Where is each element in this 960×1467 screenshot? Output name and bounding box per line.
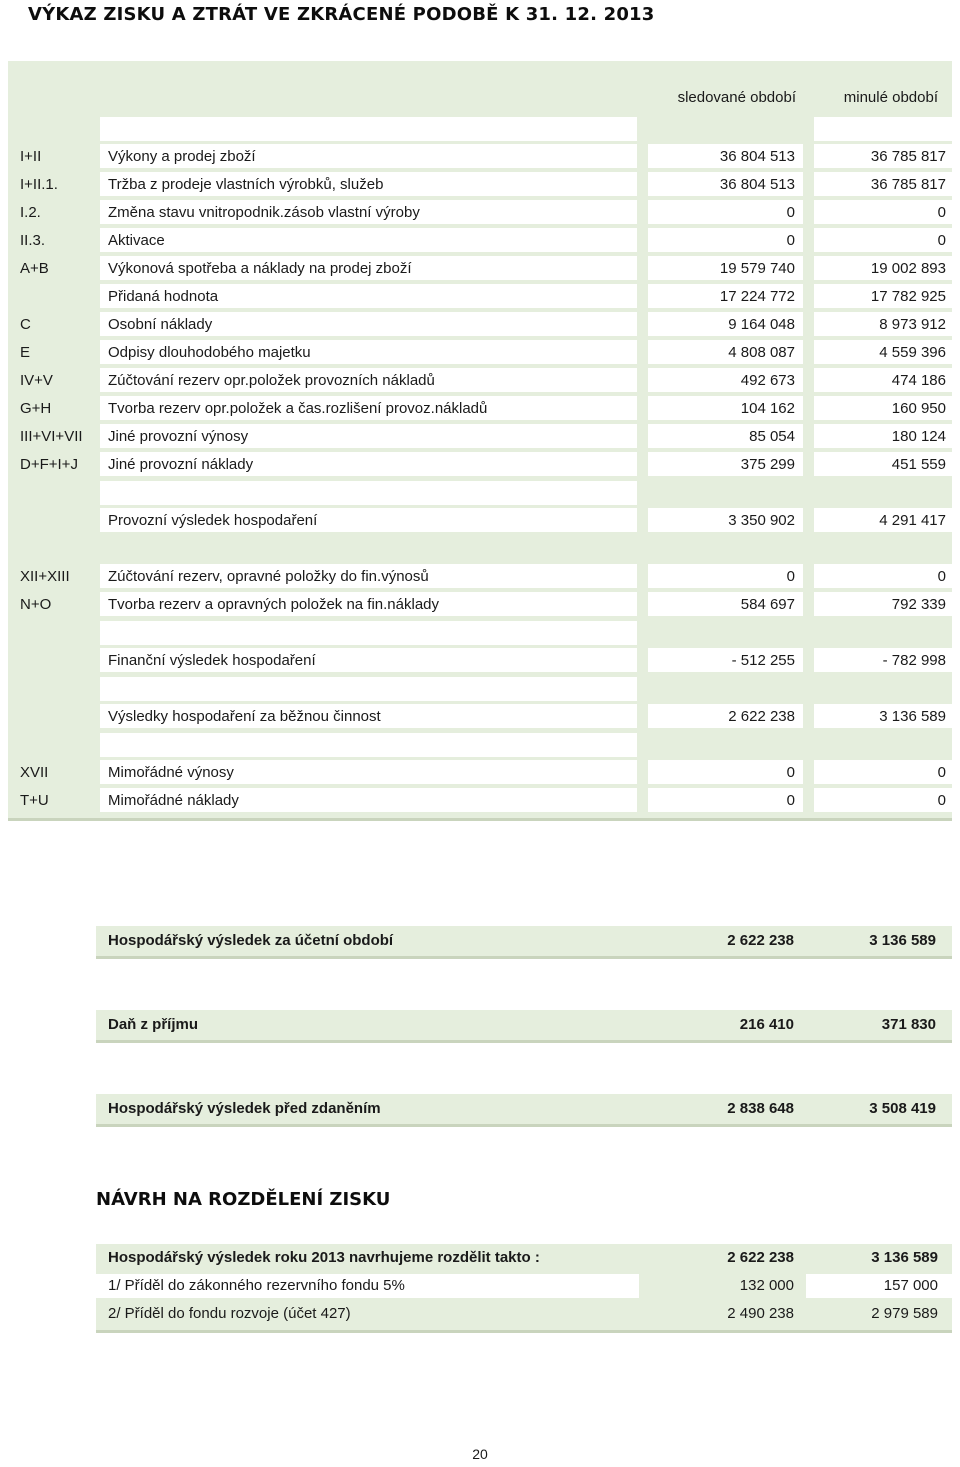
table-row	[8, 452, 952, 480]
table-row	[8, 788, 952, 816]
row-code: IV+V	[20, 372, 53, 389]
table-row	[8, 340, 952, 368]
row-code: II.3.	[20, 232, 46, 249]
row-label: Finanční výsledek hospodaření	[100, 648, 637, 672]
row-label: Jiné provozní náklady	[100, 452, 637, 476]
distribution-previous: 2 979 589	[871, 1305, 938, 1322]
page-title: VÝKAZ ZISKU A ZTRÁT VE ZKRÁCENÉ PODOBĚ K 31. 12. 2013	[28, 4, 655, 25]
spacer-row	[100, 481, 637, 505]
spacer-row	[100, 677, 637, 701]
row-previous: 0	[814, 228, 952, 252]
summary-current: 2 622 238	[727, 932, 794, 949]
distribution-current: 132 000	[739, 1277, 794, 1294]
row-label: Zúčtování rezerv, opravné položky do fin.výnosů	[100, 564, 637, 588]
row-label: Přidaná hodnota	[100, 284, 637, 308]
distribution-row	[96, 1245, 952, 1271]
row-current: 36 804 513	[648, 144, 803, 168]
row-current: - 512 255	[648, 648, 803, 672]
row-current: 3 350 902	[648, 508, 803, 532]
row-code: D+F+I+J	[20, 456, 78, 473]
row-current: 19 579 740	[648, 256, 803, 280]
row-code: T+U	[20, 792, 49, 809]
row-previous: 160 950	[814, 396, 952, 420]
table-row	[8, 368, 952, 396]
table-row	[8, 508, 952, 536]
row-code: A+B	[20, 260, 49, 277]
distribution-table	[96, 1244, 952, 1333]
row-previous: 36 785 817	[814, 172, 952, 196]
distribution-row	[96, 1301, 952, 1327]
row-current: 9 164 048	[648, 312, 803, 336]
table-row	[8, 648, 952, 676]
table-row	[8, 760, 952, 788]
table-row	[8, 172, 952, 200]
row-previous: 36 785 817	[814, 144, 952, 168]
table-row	[8, 424, 952, 452]
row-current: 4 808 087	[648, 340, 803, 364]
row-code: E	[20, 344, 31, 361]
row-previous: 3 136 589	[814, 704, 952, 728]
distribution-current: 2 490 238	[727, 1305, 794, 1322]
distribution-previous: 157 000	[883, 1277, 938, 1294]
summary-row	[96, 1010, 952, 1043]
row-code: C	[20, 316, 31, 333]
summary-current: 2 838 648	[727, 1100, 794, 1117]
spacer-row	[100, 117, 637, 141]
distribution-label: Hospodářský výsledek roku 2013 navrhujeme rozdělit takto :	[108, 1249, 540, 1266]
summary-row	[96, 926, 952, 959]
summary-label: Daň z příjmu	[108, 1016, 199, 1033]
row-previous: 180 124	[814, 424, 952, 448]
summary-previous: 371 830	[881, 1016, 936, 1033]
row-current: 17 224 772	[648, 284, 803, 308]
distribution-label: 1/ Příděl do zákonného rezervního fondu 5%	[108, 1277, 405, 1294]
row-previous: 0	[814, 788, 952, 812]
row-label: Tržba z prodeje vlastních výrobků, služeb	[100, 172, 637, 196]
table-row	[8, 704, 952, 732]
distribution-row	[96, 1273, 952, 1299]
summary-previous: 3 136 589	[869, 932, 936, 949]
row-label: Osobní náklady	[100, 312, 637, 336]
row-previous: - 782 998	[814, 648, 952, 672]
row-code: XII+XIII	[20, 568, 70, 585]
summary-previous: 3 508 419	[869, 1100, 936, 1117]
spacer-row	[100, 733, 637, 757]
table-row	[8, 284, 952, 312]
row-previous: 4 559 396	[814, 340, 952, 364]
summary-current: 216 410	[739, 1016, 794, 1033]
distribution-label: 2/ Příděl do fondu rozvoje (účet 427)	[108, 1305, 351, 1322]
row-code: I.2.	[20, 204, 41, 221]
row-label: Mimořádné výnosy	[100, 760, 637, 784]
row-code: I+II.1.	[20, 176, 58, 193]
row-previous: 19 002 893	[814, 256, 952, 280]
row-label: Změna stavu vnitropodnik.zásob vlastní výroby	[100, 200, 637, 224]
row-current: 0	[648, 564, 803, 588]
row-code: I+II	[20, 148, 42, 165]
income-statement-table	[8, 61, 952, 821]
row-current: 0	[648, 228, 803, 252]
page-number: 20	[472, 1446, 488, 1462]
row-code: III+VI+VII	[20, 428, 83, 445]
row-label: Aktivace	[100, 228, 637, 252]
summary-label: Hospodářský výsledek za účetní období	[108, 932, 394, 949]
column-header-previous: minulé období	[843, 89, 938, 106]
table-row	[8, 396, 952, 424]
row-label: Odpisy dlouhodobého majetku	[100, 340, 637, 364]
row-label: Provozní výsledek hospodaření	[100, 508, 637, 532]
summary-row	[96, 1094, 952, 1127]
row-previous: 0	[814, 564, 952, 588]
row-current: 0	[648, 760, 803, 784]
table-row	[8, 200, 952, 228]
row-previous: 792 339	[814, 592, 952, 616]
row-previous: 8 973 912	[814, 312, 952, 336]
row-label: Tvorba rezerv opr.položek a čas.rozlišení provoz.nákladů	[100, 396, 637, 420]
row-code: G+H	[20, 400, 52, 417]
table-row	[8, 564, 952, 592]
row-current: 85 054	[648, 424, 803, 448]
row-code	[20, 704, 100, 728]
row-previous: 451 559	[814, 452, 952, 476]
row-current: 0	[648, 788, 803, 812]
row-code: XVII	[20, 764, 49, 781]
row-current: 36 804 513	[648, 172, 803, 196]
row-previous: 17 782 925	[814, 284, 952, 308]
summary-label: Hospodářský výsledek před zdaněním	[108, 1100, 381, 1117]
row-previous: 474 186	[814, 368, 952, 392]
row-label: Mimořádné náklady	[100, 788, 637, 812]
spacer-row	[100, 621, 637, 645]
row-code	[20, 284, 100, 308]
distribution-previous: 3 136 589	[871, 1249, 938, 1266]
row-label: Jiné provozní výnosy	[100, 424, 637, 448]
row-previous: 4 291 417	[814, 508, 952, 532]
row-code	[20, 508, 100, 532]
row-current: 0	[648, 200, 803, 224]
distribution-title: NÁVRH NA ROZDĚLENÍ ZISKU	[96, 1189, 391, 1210]
row-current: 104 162	[648, 396, 803, 420]
distribution-current: 2 622 238	[727, 1249, 794, 1266]
table-row	[8, 228, 952, 256]
row-label: Výsledky hospodaření za běžnou činnost	[100, 704, 637, 728]
column-header-current: sledované období	[677, 89, 796, 106]
table-row	[8, 592, 952, 620]
row-current: 492 673	[648, 368, 803, 392]
row-label: Tvorba rezerv a opravných položek na fin.náklady	[100, 592, 637, 616]
row-label: Výkony a prodej zboží	[100, 144, 637, 168]
table-row	[8, 256, 952, 284]
row-previous: 0	[814, 760, 952, 784]
row-current: 2 622 238	[648, 704, 803, 728]
row-code: N+O	[20, 596, 52, 613]
row-label: Výkonová spotřeba a náklady na prodej zboží	[100, 256, 637, 280]
row-label: Zúčtování rezerv opr.položek provozních nákladů	[100, 368, 637, 392]
spacer-row	[814, 117, 952, 141]
table-row	[8, 144, 952, 172]
table-row	[8, 312, 952, 340]
row-previous: 0	[814, 200, 952, 224]
row-current: 375 299	[648, 452, 803, 476]
row-current: 584 697	[648, 592, 803, 616]
row-code	[20, 648, 100, 672]
